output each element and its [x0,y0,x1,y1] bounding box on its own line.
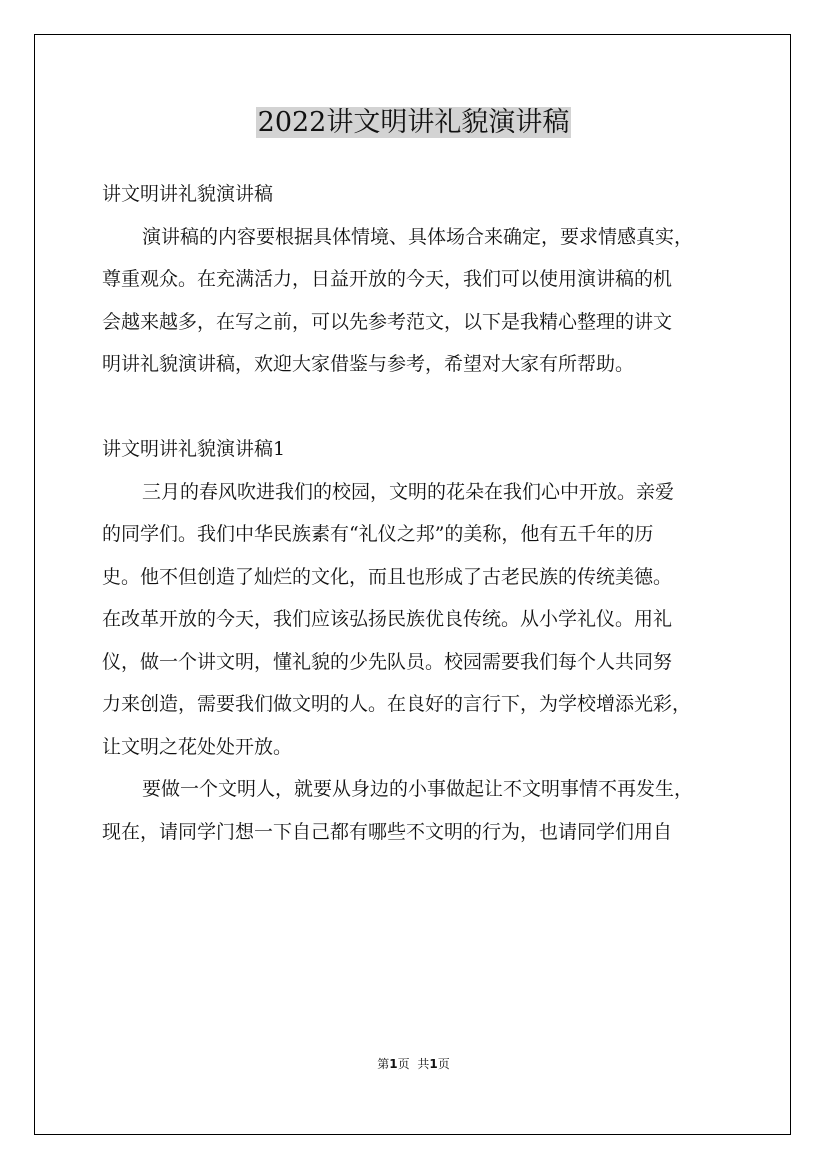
document-title-text: 2022讲文明讲礼貌演讲稿 [257,107,570,138]
footer-total-prefix: 共 [417,1057,430,1071]
intro-line: 演讲稿的内容要根据具体情境、具体场合来确定，要求情感真实， [142,225,694,248]
paragraph-gap [102,386,742,429]
document-heading: 讲文明讲礼貌演讲稿 [102,183,274,205]
paragraph-line: 力来创造，需要我们做文明的人。在良好的言行下，为学校增添光彩， [102,693,692,715]
paragraph-line: 的同学们。我们中华民族素有“礼仪之邦”的美称，他有五千年的历 [102,523,654,545]
paragraph-line: 仪，做一个讲文明，懂礼貌的少先队员。校园需要我们每个人共同努 [102,650,673,673]
footer-page-number: 1 [389,1057,398,1071]
document-title [0,103,827,143]
intro-line: 尊重观众。在充满活力，日益开放的今天，我们可以使用演讲稿的机 [102,268,673,290]
paragraph-line: 史。他不但创造了灿烂的文化，而且也形成了古老民族的传统美德。 [102,565,673,588]
section-heading: 讲文明讲礼貌演讲稿1 [102,438,286,460]
paragraph-line: 要做一个文明人，就要从身边的小事做起让不文明事情不再发生， [142,778,694,800]
footer-total-suffix: 页 [437,1057,450,1071]
footer-page-suffix: 页 [397,1057,410,1071]
paragraph-line: 三月的春风吹进我们的校园，文明的花朵在我们心中开放。亲爱 [142,480,675,503]
footer-page-prefix: 第 [377,1057,390,1071]
intro-line: 会越来越多，在写之前，可以先参考范文，以下是我精心整理的讲文 [102,310,673,333]
page-footer [0,1056,827,1072]
footer-total-number: 1 [429,1057,438,1071]
document-body [102,173,742,853]
paragraph-line: 让文明之花处处开放。 [102,735,293,758]
intro-line: 明讲礼貌演讲稿，欢迎大家借鉴与参考，希望对大家有所帮助。 [102,353,635,375]
paragraph-line: 在改革开放的今天，我们应该弘扬民族优良传统。从小学礼仪。用礼 [102,608,673,630]
paragraph-line: 现在，请同学门想一下自己都有哪些不文明的行为，也请同学们用自 [102,820,673,843]
